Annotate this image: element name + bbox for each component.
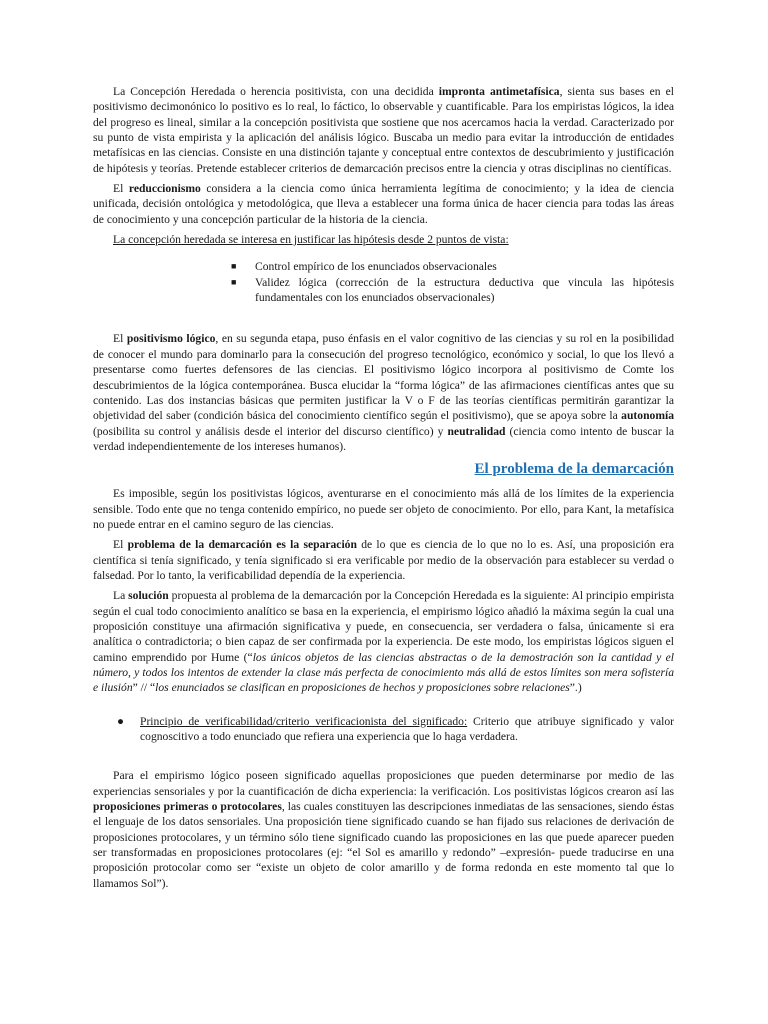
bold-term: proposiciones primeras o protocolares (93, 800, 282, 814)
bold-term: positivismo lógico (126, 332, 216, 346)
paragraph-imposible: Es imposible, según los positivistas lógicos, aventurarse en el conocimiento más allá de los límites de la experiencia sensible. Todo ente que no tenga contenido empírico, no puede ser objeto de conocimiento. Por ello, para Kant, la metafísica no puede entrar en el camino seguro de las ciencias. (93, 487, 674, 531)
paragraph-solucion: La solución propuesta al problema de la demarcación por la Concepción Heredada es la siguiente: Al principio empirista según el cual todo conocimiento analítico se basa en la experiencia, el empirismo lógico añadió la máxima según la cual una proposición constituye una afirmación significativa y puede, en consecuencia, ser verdadera o falsa, únicamente si era analítica o contradictoria; o bien capaz de ser confirmada por la experiencia. De este modo, los empiristas lógicos siguen el camino emprendido por Hume (“los únicos objetos de las ciencias abstractas o de la demostración son la cantidad y el número, y todos los intentos de extender la clase más perfecta de conocimiento más allá de estos límites son mera sofistería e ilusión” // “los enunciados se clasifican en proposiciones de hechos y proposiciones sobre relaciones”.) (93, 589, 675, 695)
dot-bullet-icon: ● (117, 714, 125, 728)
bold-term: impronta antimetafísica (438, 85, 560, 98)
paragraph-puntos-de-vista (93, 232, 674, 247)
list-item: ■ Validez lógica (corrección de la estructura deductiva que vincula las hipótesis fundamentales con los enunciados observacionales) (231, 275, 674, 305)
dot-bullet-list (93, 714, 674, 745)
square-bullet-icon: ■ (231, 276, 237, 287)
section-heading: El problema de la demarcación (474, 461, 674, 478)
list-item: ● Principio de verificabilidad/criterio verificacionista del significado: Criterio que atribuye significado y valor cognoscitivo a todo enunciado que refiera una experiencia que lo haga verdadera. (117, 714, 674, 744)
paragraph-problema-demarcacion: El problema de la demarcación es la separación de lo que es ciencia de lo que no lo es. Así, una proposición era científica si tenía significado, y tenía significado si era verificable por medio de la observación para establecer su verdad o falsedad. Por lo tanto, la verificabilidad dependía de la experiencia. (93, 538, 675, 582)
bold-term: neutralidad (447, 424, 506, 438)
bold-term: solución (128, 589, 169, 603)
paragraph-reduccionismo: El reduccionismo considera a la ciencia como única herramienta legítima de conocimiento; y la idea de ciencia unificada, decisión ontológica y metodológica, que lleva a establecer una forma única de hacer ciencia para todas las áreas de conocimiento y una concepción particular de la historia de la ciencia. (93, 182, 674, 226)
square-bullet-icon: ■ (231, 261, 237, 272)
bold-term: problema de la demarcación es la separación (127, 538, 357, 552)
underlined-text: La concepción heredada se interesa en justificar las hipótesis desde 2 puntos de vista: (113, 233, 509, 247)
bold-term: autonomía (621, 409, 674, 423)
paragraph-positivismo-logico: El positivismo lógico, en su segunda etapa, puso énfasis en el valor cognitivo de las ciencias y su rol en la posibilidad de conocer el mundo para dominarlo para la consecución del progreso tecnológico, económico y social, lo que los llevó a presentarse como fuertes defensores de las ciencias. El positivismo lógico incorpora al positivismo de Comte los descubrimientos de la lógica contemporánea. Busca elucidar la “forma lógica” de las afirmaciones científicas antes que su contenido. Las dos instancias básicas que permiten justificar la V o F de las teorías científicas permitirán garantizar la objetividad del saber (condición básica del conocimiento científico según el positivismo), que se apoya sobre la autonomía (posibilita su control y análisis desde el interior del discurso científico) y neutralidad (ciencia como intento de buscar la verdad independientemente de los intereses humanos). (93, 332, 674, 453)
square-bullet-list (93, 259, 674, 305)
document-page (93, 84, 674, 896)
italic-quote: los enunciados se clasifican en proposiciones de hechos y proposiciones sobre relaciones (155, 681, 570, 695)
paragraph-concepcion-heredada: La Concepción Heredada o herencia positivista, con una decidida impronta antimetafísica, sienta sus bases en el positivismo decimonónico lo positivo es lo real, lo fáctico, lo observable y cuantificable. Para los empiristas lógicos, la idea del progreso es lineal, similar a la concepción positivista que sostiene que nos acercamos hacia la verdad. Caracterizado por su punto de vista empirista y la aplicación del análisis lógico. Buscaba un medio para evitar la introducción de entidades metafísicas en las ciencias. Consiste en una distinción tajante y conceptual entre contextos de descubrimiento y justificación de hipótesis y teorías. Pretende establecer criterios de demarcación precisos entre la ciencia y otras disciplinas no científicas. (93, 85, 674, 175)
italic-quote: los únicos objetos de las ciencias abstractas o de la demostración son la cantidad y el número, y todos los intentos de extender la clase más perfecta de conocimiento más allá de estos límites son mera sofistería e ilusión (93, 650, 675, 695)
underlined-text: Principio de verificabilidad/criterio verificacionista del significado: (140, 714, 468, 728)
paragraph-empirismo-logico: Para el empirismo lógico poseen significado aquellas proposiciones que pueden determinarse por medio de las experiencias sensoriales y por la cuantificación de dicha experiencia: la verificación. Los positivistas lógicos crearon así las proposiciones primeras o protocolares, las cuales constituyen las descripciones inmediatas de las sensaciones, siendo éstas el lenguaje de los datos sensoriales. Una proposición tiene significado cuando se han fijado sus relaciones de derivación de proposiciones protocolares, y un término sólo tiene significado cuando las proposiciones en las que puede aparecer pueden ser transformadas en proposiciones protocolares (ej: “el Sol es amarillo y redondo” –expresión- puede traducirse en una proposición protocolar como ser “existe un objeto de color amarillo y de forma redonda en este momento tal que lo llamamos Sol”). (93, 769, 675, 890)
bold-term: reduccionismo (128, 182, 201, 196)
list-item: ■ Control empírico de los enunciados observacionales (231, 260, 497, 274)
